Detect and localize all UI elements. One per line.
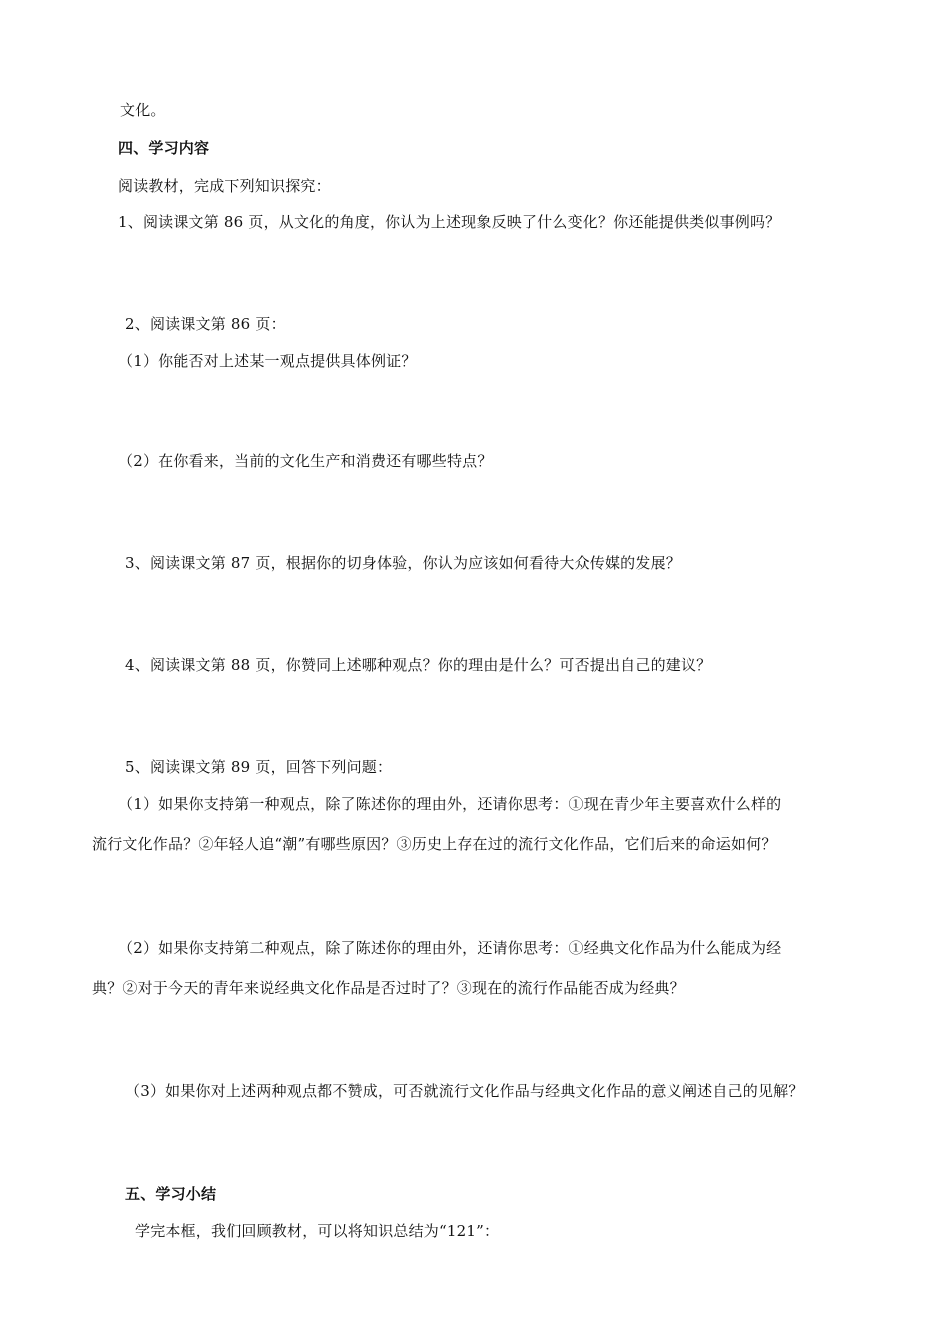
question-5-sub-2-line-2: 典？②对于今天的青年来说经典文化作品是否过时了？③现在的流行作品能否成为经典？ bbox=[92, 979, 685, 997]
question-2: 2、阅读课文第 86 页： bbox=[125, 315, 286, 333]
intro-text: 阅读教材，完成下列知识探究： bbox=[118, 177, 331, 195]
question-2-sub-1: （1）你能否对上述某一观点提供具体例证？ bbox=[118, 352, 417, 370]
question-5-sub-3: （3）如果你对上述两种观点都不赞成，可否就流行文化作品与经典文化作品的意义阐述自己的见解？ bbox=[125, 1082, 804, 1100]
section-heading-learning-content: 四、学习内容 bbox=[118, 139, 210, 157]
question-5-sub-1-line-2: 流行文化作品？②年轻人追“潮”有哪些原因？③历史上存在过的流行文化作品，它们后来的命运如何？ bbox=[92, 835, 777, 853]
section-heading-learning-summary: 五、学习小结 bbox=[125, 1185, 217, 1203]
question-4: 4、阅读课文第 88 页，你赞同上述哪种观点？你的理由是什么？可否提出自己的建议？ bbox=[125, 656, 712, 674]
question-5-sub-2-line-1: （2）如果你支持第二种观点，除了陈述你的理由外，还请你思考：①经典文化作品为什么能成为经 bbox=[118, 939, 782, 957]
question-3: 3、阅读课文第 87 页，根据你的切身体验，你认为应该如何看待大众传媒的发展？ bbox=[125, 554, 681, 572]
question-1: 1、阅读课文第 86 页，从文化的角度，你认为上述现象反映了什么变化？你还能提供类似事例吗？ bbox=[118, 213, 781, 231]
question-5-sub-1-line-1: （1）如果你支持第一种观点，除了陈述你的理由外，还请你思考：①现在青少年主要喜欢什么样的 bbox=[118, 795, 782, 813]
summary-text: 学完本框，我们回顾教材，可以将知识总结为“121”： bbox=[135, 1222, 500, 1240]
question-5: 5、阅读课文第 89 页，回答下列问题： bbox=[125, 758, 393, 776]
question-2-sub-2: （2）在你看来，当前的文化生产和消费还有哪些特点？ bbox=[118, 452, 493, 470]
text-line-wenhua: 文化。 bbox=[120, 101, 166, 119]
